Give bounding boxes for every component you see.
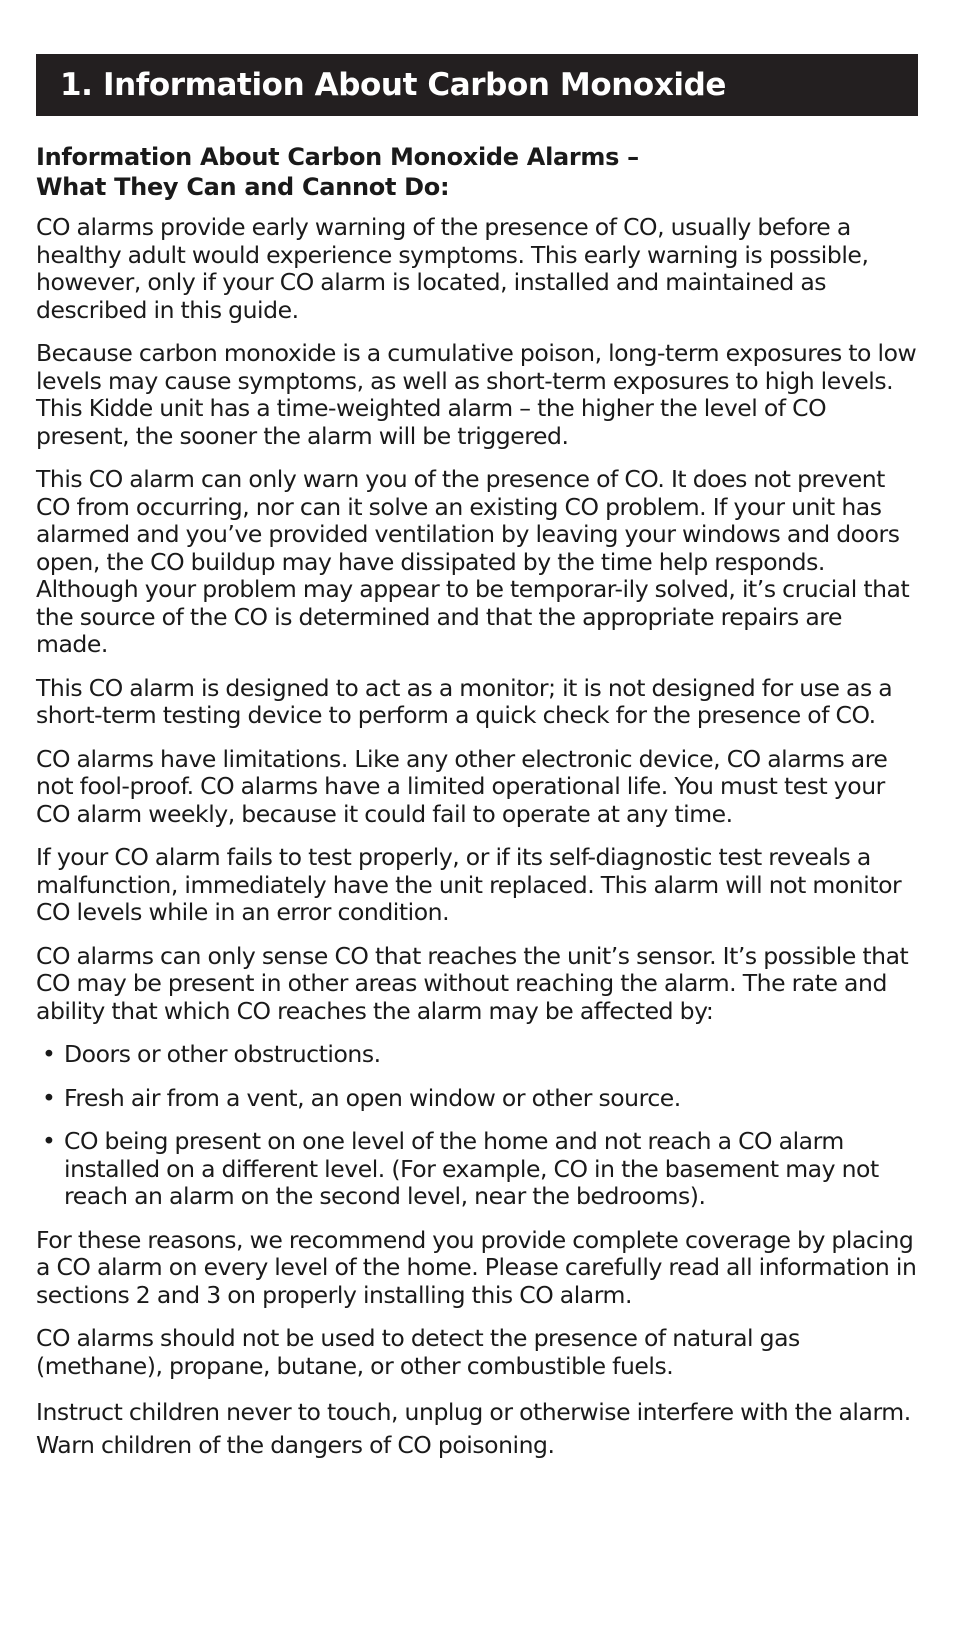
paragraph-warn-presence: This CO alarm can only warn you of the presence of CO. It does not prevent CO from occurring, nor can it solve an existing CO problem. If your unit has alarmed and you’ve provided ventilation by leaving your windows and doors open, the CO buildup may have dissipated by the time help responds. Although your problem may appear to be temporar-ily solved, it’s crucial that the source of the CO is determined and that the appropriate repairs are made. — [36, 465, 910, 658]
bullet-text: Fresh air from a vent, an open window or other source. — [64, 1083, 681, 1112]
section-title: 1. Information About Carbon Monoxide — [60, 67, 727, 103]
manual-page — [36, 54, 918, 1462]
list-item — [36, 1041, 918, 1069]
list-item — [36, 1085, 918, 1113]
bullet-text: Doors or other obstructions. — [64, 1040, 381, 1068]
paragraph-sensor-reach: CO alarms can only sense CO that reaches the unit’s sensor. It’s possible that CO may be present in other areas without reaching the alarm. The rate and ability that which CO reaches the alarm may be affected by: — [36, 941, 909, 1025]
paragraph-children: Instruct children never to touch, unplug or otherwise interfere with the alarm. Warn children of the dangers of CO poisoning. — [36, 1398, 911, 1459]
paragraph-cumulative-poison: Because carbon monoxide is a cumulative poison, long-term exposures to low levels may cause symptoms, as well as short-term exposures to high levels. This Kidde unit has a time-weighted alarm – the higher the level of CO present, the sooner the alarm will be triggered. — [36, 339, 917, 450]
paragraph-combustible-fuels: CO alarms should not be used to detect the presence of natural gas (methane), propane, butane, or other combustible fuels. — [36, 1324, 800, 1380]
paragraph-limitations: CO alarms have limitations. Like any other electronic device, CO alarms are not fool-proof. CO alarms have a limited operational life. You must test your CO alarm weekly, because it could fail to operate at any time. — [36, 744, 888, 828]
bullet-text: CO being present on one level of the home and not reach a CO alarm installed on a different level. (For example, CO in the basement may not reach an alarm on the second level, near the bedrooms). — [64, 1127, 879, 1210]
paragraph-monitor: This CO alarm is designed to act as a monitor; it is not designed for use as a short-term testing device to perform a quick check for the presence of CO. — [36, 673, 893, 729]
paragraph-malfunction: If your CO alarm fails to test properly, or if its self-diagnostic test reveals a malfunction, immediately have the unit replaced. This alarm will not monitor CO levels while in an error condition. — [36, 843, 902, 926]
bullet-dot: • — [42, 1083, 56, 1112]
bullet-dot: • — [42, 1040, 56, 1068]
paragraph-early-warning: CO alarms provide early warning of the presence of CO, usually before a healthy adult would experience symptoms. This early warning is possible, however, only if your CO alarm is located, installed and maintained as described in this guide. — [36, 213, 869, 324]
section-banner — [36, 54, 918, 116]
subheading — [36, 142, 918, 202]
paragraph-coverage: For these reasons, we recommend you provide complete coverage by placing a CO alarm on every level of the home. Please carefully read all information in sections 2 and 3 on properly installing this CO alarm. — [36, 1225, 917, 1309]
bullet-dot: • — [42, 1127, 56, 1155]
bullet-list — [36, 1041, 918, 1211]
list-item — [36, 1128, 918, 1211]
subheading-line-2: What They Can and Cannot Do: — [36, 173, 450, 201]
subheading-line-1: Information About Carbon Monoxide Alarms – — [36, 143, 639, 171]
